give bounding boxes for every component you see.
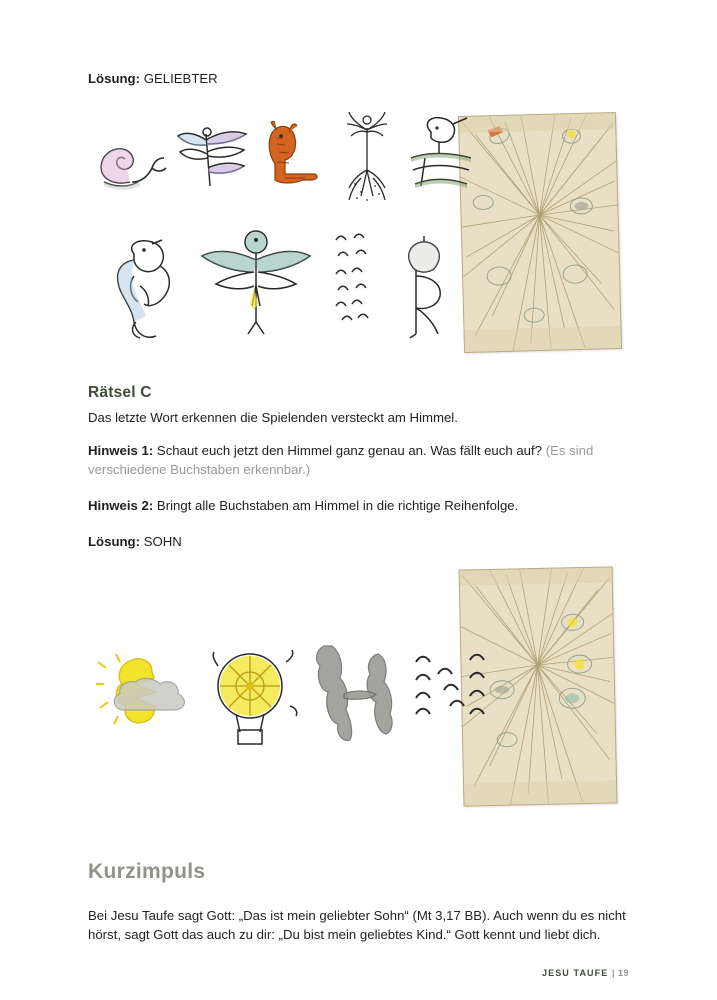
page-footer	[542, 968, 629, 978]
solution-top-line	[88, 70, 629, 88]
ratsel-c-hint-1	[88, 441, 629, 479]
ratsel-c-hint-2	[88, 496, 629, 515]
letter-drawing-E-flying-birds	[326, 232, 384, 332]
letter-drawing-E-bird-branch	[401, 114, 483, 198]
letter-drawing-T-bird	[106, 236, 192, 346]
illustration-top	[88, 96, 629, 368]
illustration-bottom	[88, 568, 629, 818]
section-kurzimpuls	[88, 860, 629, 944]
kurzimpuls-title: Kurzimpuls	[88, 860, 206, 883]
letter-drawing-G-snail	[96, 132, 174, 196]
bag-bottom-fold-2	[464, 780, 616, 805]
letter-drawing-E-dragonfly	[176, 124, 252, 196]
letter-drawing-R-flower	[386, 234, 462, 342]
letter-drawing-S-sun-cloud	[96, 654, 192, 744]
ratsel-c-intro: Das letzte Wort erkennen die Spielenden versteckt am Himmel.	[88, 410, 458, 425]
hint-1-note: (Es sind verschiedene Buchstaben erkennbar.)	[88, 443, 594, 477]
solution-c-value: SOHN	[143, 534, 182, 549]
page-number-value: 19	[617, 968, 629, 978]
kurzimpuls-text: Bei Jesu Taufe sagt Gott: „Das ist mein geliebter Sohn“ (Mt 3,17 BB). Auch wenn du es nicht hörst, sagt Gott das auch zu dir: „Du bist mein geliebtes Kind.“ Gott kennt und liebt dich.	[88, 908, 626, 942]
solution-top-value: GELIEBTER	[143, 71, 218, 86]
footer-chapter-title: JESU TAUFE	[542, 968, 609, 978]
ratsel-c-title: Rätsel C	[88, 384, 152, 401]
footer-page-number: | 19	[611, 968, 629, 978]
letter-drawing-I-plant	[331, 108, 403, 206]
solution-c-label: Lösung:	[88, 534, 141, 549]
solution-top-label: Lösung:	[88, 71, 141, 86]
letter-drawing-O-balloon	[210, 646, 300, 746]
section-ratsel-c	[88, 384, 629, 551]
sky-rays-svg-1	[459, 113, 621, 352]
letter-drawing-L-squirrel	[255, 118, 325, 198]
letter-drawing-E-teal-bird	[196, 226, 316, 338]
bag-bottom-fold-1	[465, 326, 622, 352]
hint-1-text: Schaut euch jetzt den Himmel ganz genau an. Was fällt euch auf?	[156, 443, 543, 458]
letter-drawing-N-bird-flock	[410, 652, 498, 734]
hint-2-label: Hinweis 2:	[88, 498, 154, 513]
bag-fold-2	[460, 567, 612, 585]
hint-1-label: Hinweis 1:	[88, 443, 154, 458]
hint-2-text: Bringt alle Buchstaben am Himmel in die richtige Reihenfolge.	[156, 498, 519, 513]
ratsel-c-solution	[88, 532, 629, 551]
letter-drawing-H-clouds	[310, 640, 402, 748]
